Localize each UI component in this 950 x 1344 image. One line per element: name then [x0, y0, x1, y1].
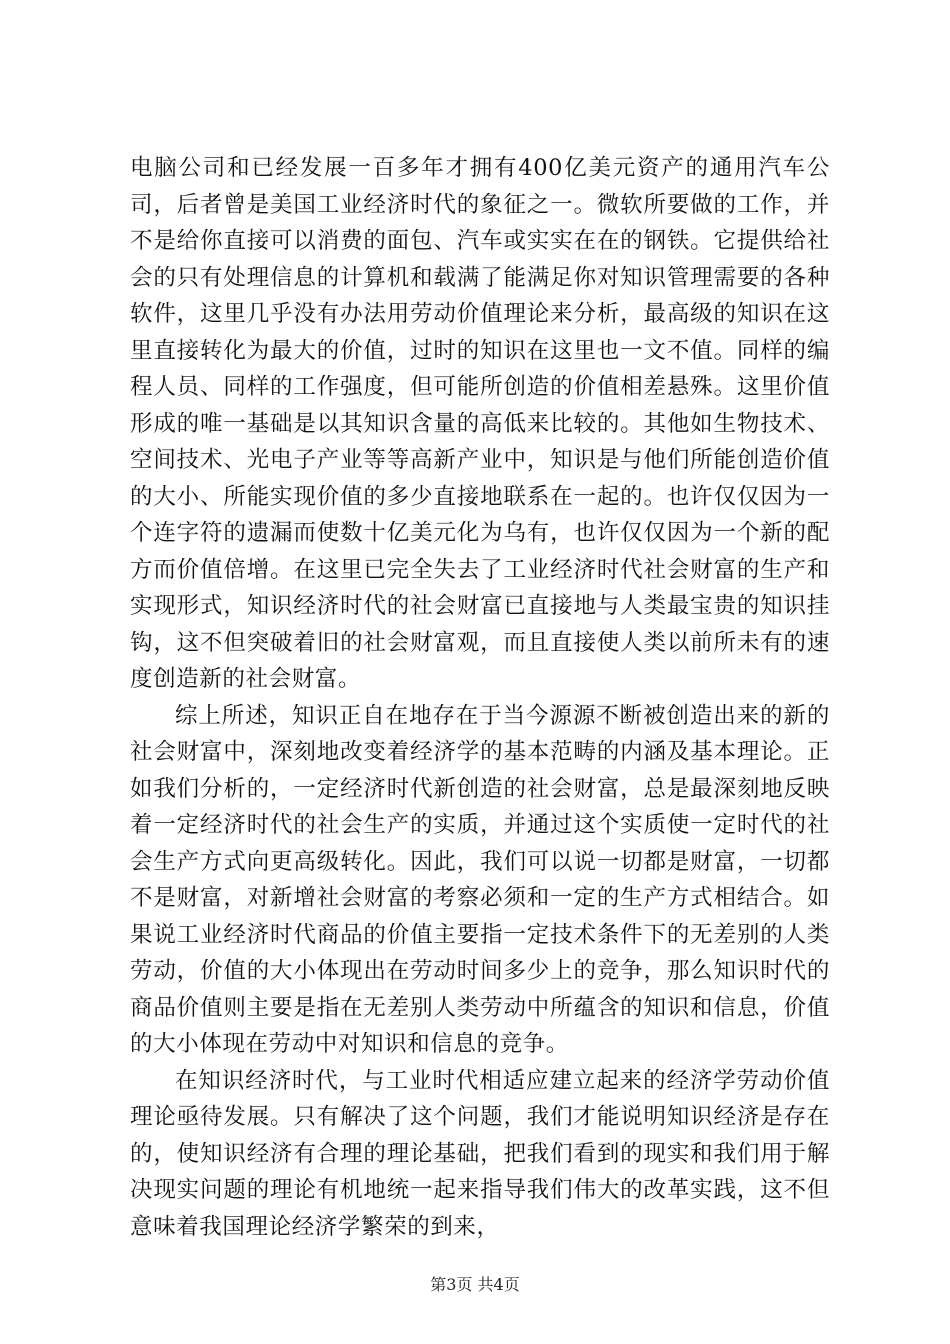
page-number-footer: 第3页 共4页 [430, 1275, 520, 1294]
paragraph-3: 在知识经济时代，与工业时代相适应建立起来的经济学劳动价值理论亟待发展。只有解决了这个问题，我们才能说明知识经济是存在的，使知识经济有合理的理论基础，把我们看到的现实和我们用于解决现实问题的理论有机地统一起来指导我们伟大的改革实践，这不但意味着我国理论经济学繁荣的到来， [130, 1067, 830, 1240]
paragraph-1: 电脑公司和已经发展一百多年才拥有400亿美元资产的通用汽车公司，后者曾是美国工业经济时代的象征之一。微软所要做的工作，并不是给你直接可以消费的面包、汽车或实实在在的钢铁。它提供给社会的只有处理信息的计算机和载满了能满足你对知识管理需要的各种软件，这里几乎没有办法用劳动价值理论来分析，最高级的知识在这里直接转化为最大的价值，过时的知识在这里也一文不值。同样的编程人员、同样的工作强度，但可能所创造的价值相差悬殊。这里价值形成的唯一基础是以其知识含量的高低来比较的。其他如生物技术、空间技术、光电子产业等等高新产业中，知识是与他们所能创造价值的大小、所能实现价值的多少直接地联系在一起的。也许仅仅因为一个连字符的遗漏而使数十亿美元化为乌有，也许仅仅因为一个新的配方而价值倍增。在这里已完全失去了工业经济时代社会财富的生产和实现形式，知识经济时代的社会财富已直接地与人类最宝贵的知识挂钩，这不但突破着旧的社会财富观，而且直接使人类以前所未有的速度创造新的社会财富。 [130, 155, 830, 692]
body-text [130, 150, 830, 1245]
paragraph-2: 综上所述，知识正自在地存在于当今源源不断被创造出来的新的社会财富中，深刻地改变着经济学的基本范畴的内涵及基本理论。正如我们分析的，一定经济时代新创造的社会财富，总是最深刻地反映着一定经济时代的社会生产的实质，并通过这个实质使一定时代的社会生产方式向更高级转化。因此，我们可以说一切都是财富，一切都不是财富，对新增社会财富的考察必须和一定的生产方式相结合。如果说工业经济时代商品的价值主要指一定技术条件下的无差别的人类劳动，价值的大小体现出在劳动时间多少上的竞争，那么知识时代的商品价值则主要是指在无差别人类劳动中所蕴含的知识和信息，价值的大小体现在劳动中对知识和信息的竞争。 [130, 702, 830, 1057]
